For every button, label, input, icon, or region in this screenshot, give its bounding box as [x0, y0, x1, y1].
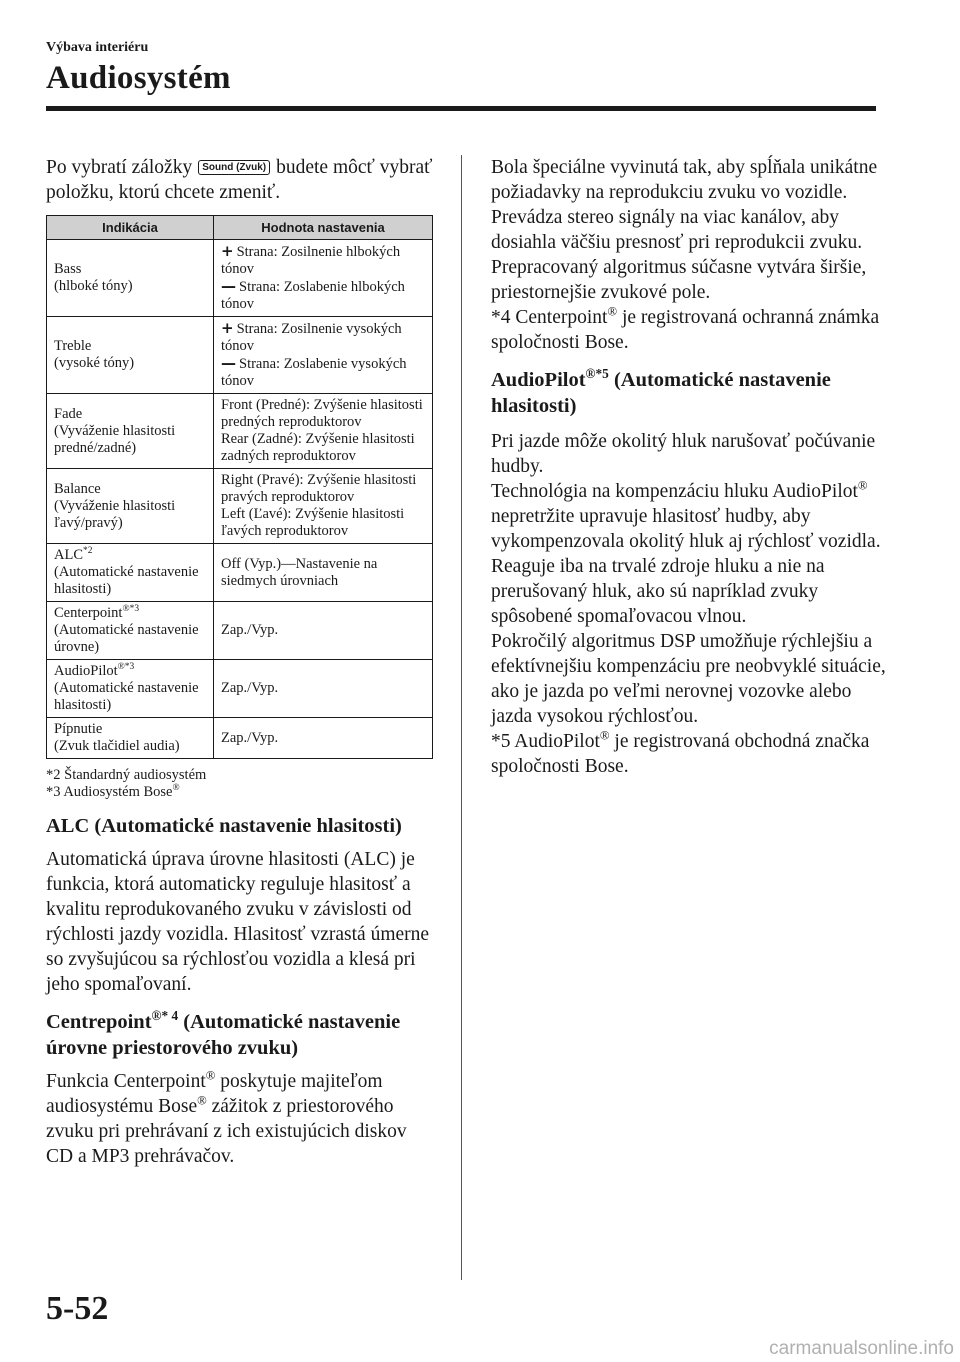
row-label: Treble (vysoké tóny): [47, 317, 214, 394]
row-label: Pípnutie (Zvuk tlačidiel audia): [47, 718, 214, 759]
sound-tab-key: Sound (Zvuk): [198, 160, 270, 175]
row-label: Bass (hlboké tóny): [47, 240, 214, 317]
title-rule: [46, 106, 876, 111]
alc-heading: ALC (Automatické nastavenie hlasitosti): [46, 815, 402, 837]
page-title: Audiosystém: [46, 60, 231, 96]
plus-icon: +: [221, 242, 234, 260]
paragraph: Technológia na kompenzáciu hluku AudioPilot® nepretržite upravuje hlasitosť hudby, aby vykompenzovala okolitý hluk aj rýchlosť vozidla.: [491, 478, 881, 552]
table-header-indication: Indikácia: [47, 216, 214, 240]
row-value: + Strana: Zosilnenie hlbokých tónov — Strana: Zoslabenie hlbokých tónov: [214, 240, 433, 317]
trademark-note: *5 AudioPilot® je registrovaná obchodná značka spoločnosti Bose.: [491, 728, 870, 777]
right-column: [491, 155, 891, 779]
trademark-note: *4 Centerpoint® je registrovaná ochranná známka spoločnosti Bose.: [491, 304, 880, 353]
paragraph: Pokročilý algoritmus DSP umožňuje rýchlejšiu a efektívnejšiu kompenzáciu pre neobvyklé situácie, ako je jazda po veľmi nerovnej vozovke alebo jazda vysokou rýchlosťou.: [491, 631, 886, 727]
table-row: [47, 394, 433, 469]
table-row: [47, 602, 433, 660]
footnote-3: *3 Audiosystém Bose®: [46, 783, 180, 800]
minus-icon: —: [221, 277, 236, 295]
table-row: [47, 544, 433, 602]
section-label: Výbava interiéru: [46, 40, 149, 55]
footnote-2: *2 Štandardný audiosystém: [46, 767, 207, 783]
intro-paragraph: Po vybratí záložky Sound (Zvuk) budete môcť vybrať položku, ktorú chcete zmeniť.: [46, 157, 433, 203]
watermark: carmanualsonline.info: [769, 1338, 954, 1359]
row-label: ALC$^{*2}$ (Automatické nastavenie hlasitosti): [47, 544, 214, 602]
page-number: 5-52: [46, 1290, 109, 1327]
table-row: [47, 317, 433, 394]
audiopilot-heading: AudioPilot$^{®*5}$ (Automatické nastavenie hlasitosti): [491, 366, 831, 417]
row-value: Front (Predné): Zvýšenie hlasitosti predných reproduktorov Rear (Zadné): Zvýšenie hlasitosti zadných reproduktorov: [214, 394, 433, 469]
minus-icon: —: [221, 354, 236, 372]
paragraph: Prevádza stereo signály na viac kanálov, aby dosiahla väčšiu presnosť pri reprodukcii zvuku.: [491, 207, 863, 253]
paragraph: Bola špeciálne vyvinutá tak, aby spĺňala unikátne požiadavky na reprodukciu zvuku vo vozidle.: [491, 157, 878, 203]
left-column: [46, 155, 438, 1169]
table-row: [47, 660, 433, 718]
table-row: [47, 240, 433, 317]
alc-paragraph: Automatická úprava úrovne hlasitosti (ALC) je funkcia, ktorá automaticky reguluje hlasitosť a kvalitu reprodukovaného zvuku v závislosti od rýchlosti jazdy vozidla. Hlasitosť vzrastá úmerne so zvyšujúcou sa rýchlosťou vozidla a klesá pri jeho spomaľovaní.: [46, 849, 430, 995]
table-header-value: Hodnota nastavenia: [214, 216, 433, 240]
row-value: Zap./Vyp.: [214, 602, 433, 660]
row-value: Right (Pravé): Zvýšenie hlasitosti pravých reproduktorov Left (Ľavé): Zvýšenie hlasitosti ľavých reproduktorov: [214, 469, 433, 544]
row-label: Fade (Vyváženie hlasitosti predné/zadné): [47, 394, 214, 469]
row-value: Zap./Vyp.: [214, 660, 433, 718]
table-row: [47, 718, 433, 759]
row-value: Off (Vyp.)—Nastavenie na siedmych úrovniach: [214, 544, 433, 602]
settings-table: [46, 215, 433, 759]
row-value: Zap./Vyp.: [214, 718, 433, 759]
centerpoint-paragraph: Funkcia Centerpoint® poskytuje majiteľom audiosystému Bose® zážitok z priestorového zvuku pri prehrávaní z ich existujúcich diskov CD a MP3 prehrávačov.: [46, 1068, 407, 1167]
table-row: [47, 469, 433, 544]
paragraph: Pri jazde môže okolitý hluk narušovať počúvanie hudby.: [491, 431, 876, 477]
row-label: Balance (Vyváženie hlasitosti ľavý/pravý): [47, 469, 214, 544]
centerpoint-heading: Centrepoint$^{®* 4}$ (Automatické nastavenie úrovne priestorového zvuku): [46, 1008, 401, 1059]
column-divider: [461, 155, 462, 1280]
row-label: Centerpoint$^{®*3}$ (Automatické nastavenie úrovne): [47, 602, 214, 660]
row-value: + Strana: Zosilnenie vysokých tónov — Strana: Zoslabenie vysokých tónov: [214, 317, 433, 394]
footnotes: [46, 767, 438, 801]
paragraph: Prepracovaný algoritmus súčasne vytvára širšie, priestornejšie zvukové pole.: [491, 257, 867, 303]
plus-icon: +: [221, 319, 234, 337]
row-label: AudioPilot$^{®*3}$ (Automatické nastavenie hlasitosti): [47, 660, 214, 718]
paragraph: Reaguje iba na trvalé zdroje hluku a nie na prerušovaný hluk, ako sú napríklad zvuky spôsobené spomaľovacou vlnou.: [491, 556, 825, 627]
